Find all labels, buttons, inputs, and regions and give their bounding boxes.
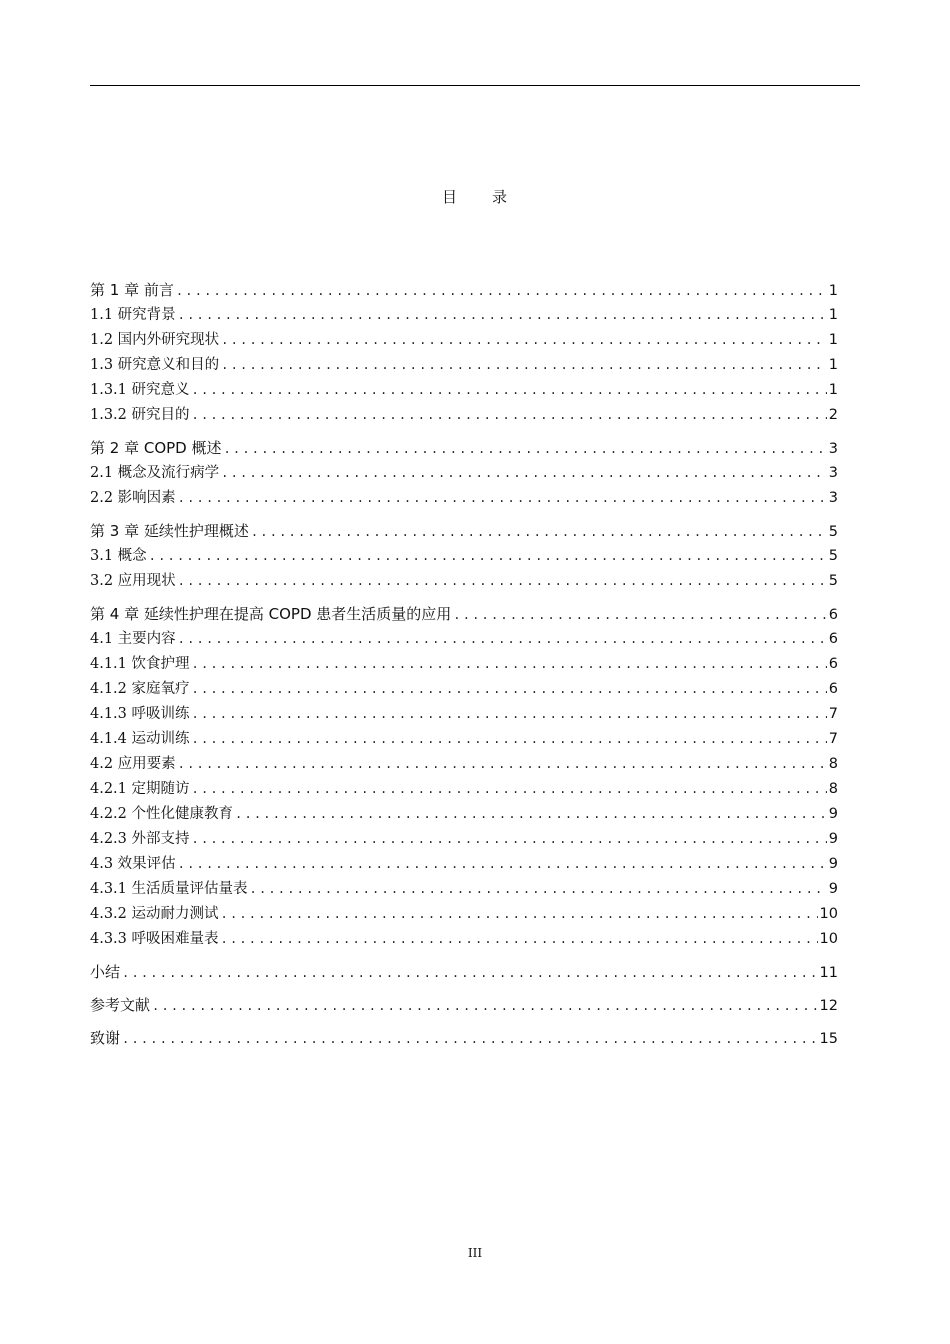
- toc-entry-1-3-1[interactable]: [90, 378, 838, 403]
- toc-entry-acknowledgements[interactable]: [90, 1026, 838, 1051]
- toc-entry-4-1-2[interactable]: [90, 677, 838, 702]
- toc-entry-label: 1.1 研究背景: [90, 307, 176, 323]
- toc-entry-page: 6: [828, 631, 838, 647]
- toc-entry-page: 1: [828, 357, 838, 373]
- toc-entry-chapter-3[interactable]: [90, 519, 838, 544]
- toc-entry-label: 2.2 影响因素: [90, 490, 176, 506]
- dot-leader: [251, 520, 827, 544]
- dot-leader: [453, 603, 827, 627]
- dot-leader: [221, 353, 827, 378]
- dot-leader: [250, 877, 827, 902]
- dot-leader: [178, 303, 827, 328]
- dot-leader: [178, 852, 827, 877]
- toc-entry-page: 9: [828, 806, 838, 822]
- dot-leader: [192, 378, 827, 403]
- toc-entry-page: 15: [819, 1031, 838, 1047]
- toc-entry-page: 1: [828, 382, 838, 398]
- toc-entry-label: 4.1.1 饮食护理: [90, 656, 190, 672]
- table-of-contents: [90, 278, 838, 1051]
- toc-entry-chapter-2[interactable]: [90, 436, 838, 461]
- toc-entry-4-3-2[interactable]: [90, 902, 838, 927]
- toc-entry-label: 3.1 概念: [90, 548, 147, 564]
- dot-leader: [221, 328, 827, 353]
- dot-leader: [221, 461, 827, 486]
- toc-entry-4-3-1[interactable]: [90, 877, 838, 902]
- toc-entry-page: 11: [819, 965, 838, 981]
- dot-leader: [192, 403, 827, 428]
- toc-entry-page: 7: [828, 706, 838, 722]
- toc-entry-label: 2.1 概念及流行病学: [90, 465, 220, 481]
- toc-entry-label: 4.3 效果评估: [90, 856, 176, 872]
- toc-entry-1-2[interactable]: [90, 328, 838, 353]
- toc-entry-page: 3: [828, 465, 838, 481]
- toc-entry-label: 4.3.3 呼吸困难量表: [90, 931, 219, 947]
- toc-entry-3-1[interactable]: [90, 544, 838, 569]
- page-number-footer: III: [467, 1246, 483, 1260]
- toc-entry-3-2[interactable]: [90, 569, 838, 594]
- toc-entry-label: 4.1.3 呼吸训练: [90, 706, 190, 722]
- toc-entry-page: 9: [828, 831, 838, 847]
- toc-entry-page: 1: [828, 307, 838, 323]
- toc-entry-page: 8: [828, 756, 838, 772]
- toc-entry-page: 6: [828, 607, 838, 623]
- toc-entry-label: 1.3.1 研究意义: [90, 382, 190, 398]
- toc-entry-2-1[interactable]: [90, 461, 838, 486]
- toc-entry-chapter-4[interactable]: [90, 602, 838, 627]
- toc-entry-page: 3: [828, 441, 838, 457]
- toc-entry-label: 4.2 应用要素: [90, 756, 176, 772]
- toc-entry-label: 4.1 主要内容: [90, 631, 176, 647]
- toc-entry-4-1-1[interactable]: [90, 652, 838, 677]
- toc-entry-label: 1.3 研究意义和目的: [90, 357, 220, 373]
- toc-entry-summary[interactable]: [90, 960, 838, 985]
- toc-entry-label: 4.1.4 运动训练: [90, 731, 190, 747]
- toc-entry-label: 1.3.2 研究目的: [90, 407, 190, 423]
- dot-leader: [152, 994, 818, 1018]
- toc-entry-label: 第 3 章 延续性护理概述: [90, 522, 249, 540]
- toc-entry-page: 1: [828, 332, 838, 348]
- dot-leader: [192, 677, 827, 702]
- toc-entry-page: 2: [828, 407, 838, 423]
- dot-leader: [122, 961, 818, 985]
- toc-entry-4-1-3[interactable]: [90, 702, 838, 727]
- toc-entry-label: 第 2 章 COPD 概述: [90, 439, 222, 457]
- dot-leader: [192, 827, 827, 852]
- toc-entry-4-1[interactable]: [90, 627, 838, 652]
- toc-entry-4-3[interactable]: [90, 852, 838, 877]
- toc-entry-1-3[interactable]: [90, 353, 838, 378]
- toc-entry-4-2-2[interactable]: [90, 802, 838, 827]
- toc-entry-label: 致谢: [90, 1029, 121, 1047]
- toc-entry-4-2-3[interactable]: [90, 827, 838, 852]
- toc-entry-page: 3: [828, 490, 838, 506]
- toc-entry-page: 12: [819, 998, 838, 1014]
- toc-entry-page: 5: [828, 573, 838, 589]
- toc-entry-page: 10: [819, 906, 838, 922]
- toc-entry-label: 3.2 应用现状: [90, 573, 176, 589]
- dot-leader: [122, 1027, 818, 1051]
- dot-leader: [176, 279, 827, 303]
- toc-entry-page: 7: [828, 731, 838, 747]
- toc-entry-label: 4.3.1 生活质量评估量表: [90, 881, 248, 897]
- toc-title: [0, 186, 950, 207]
- toc-title-char-1: 目: [441, 188, 458, 206]
- toc-entry-label: 第 1 章 前言: [90, 281, 174, 299]
- toc-entry-label: 小结: [90, 963, 121, 981]
- toc-entry-page: 5: [828, 524, 838, 540]
- dot-leader: [178, 569, 827, 594]
- toc-entry-page: 9: [828, 881, 838, 897]
- dot-leader: [178, 752, 827, 777]
- toc-entry-2-2[interactable]: [90, 486, 838, 511]
- dot-leader: [192, 652, 827, 677]
- toc-entry-page: 5: [828, 548, 838, 564]
- toc-entry-page: 6: [828, 656, 838, 672]
- toc-entry-label: 第 4 章 延续性护理在提高 COPD 患者生活质量的应用: [90, 605, 452, 623]
- toc-entry-page: 8: [828, 781, 838, 797]
- toc-entry-page: 1: [828, 283, 838, 299]
- dot-leader: [221, 902, 818, 927]
- dot-leader: [235, 802, 827, 827]
- toc-entry-4-3-3[interactable]: [90, 927, 838, 952]
- toc-entry-label: 4.2.3 外部支持: [90, 831, 190, 847]
- dot-leader: [221, 927, 818, 952]
- dot-leader: [178, 627, 827, 652]
- dot-leader: [224, 437, 827, 461]
- dot-leader: [192, 702, 827, 727]
- toc-entry-label: 4.2.2 个性化健康教育: [90, 806, 234, 822]
- toc-entry-label: 1.2 国内外研究现状: [90, 332, 220, 348]
- toc-entry-label: 4.3.2 运动耐力测试: [90, 906, 219, 922]
- dot-leader: [178, 486, 827, 511]
- dot-leader: [192, 777, 827, 802]
- toc-entry-label: 参考文献: [90, 996, 151, 1014]
- toc-title-char-2: 录: [492, 188, 509, 206]
- toc-entry-1-1[interactable]: [90, 303, 838, 328]
- toc-entry-label: 4.1.2 家庭氧疗: [90, 681, 190, 697]
- dot-leader: [149, 544, 827, 569]
- toc-entry-chapter-1[interactable]: [90, 278, 838, 303]
- header-rule: [90, 85, 860, 86]
- toc-entry-page: 6: [828, 681, 838, 697]
- toc-entry-4-1-4[interactable]: [90, 727, 838, 752]
- toc-entry-1-3-2[interactable]: [90, 403, 838, 428]
- toc-entry-label: 4.2.1 定期随访: [90, 781, 190, 797]
- toc-entry-references[interactable]: [90, 993, 838, 1018]
- toc-entry-page: 9: [828, 856, 838, 872]
- dot-leader: [192, 727, 827, 752]
- toc-entry-4-2[interactable]: [90, 752, 838, 777]
- toc-entry-4-2-1[interactable]: [90, 777, 838, 802]
- toc-entry-page: 10: [819, 931, 838, 947]
